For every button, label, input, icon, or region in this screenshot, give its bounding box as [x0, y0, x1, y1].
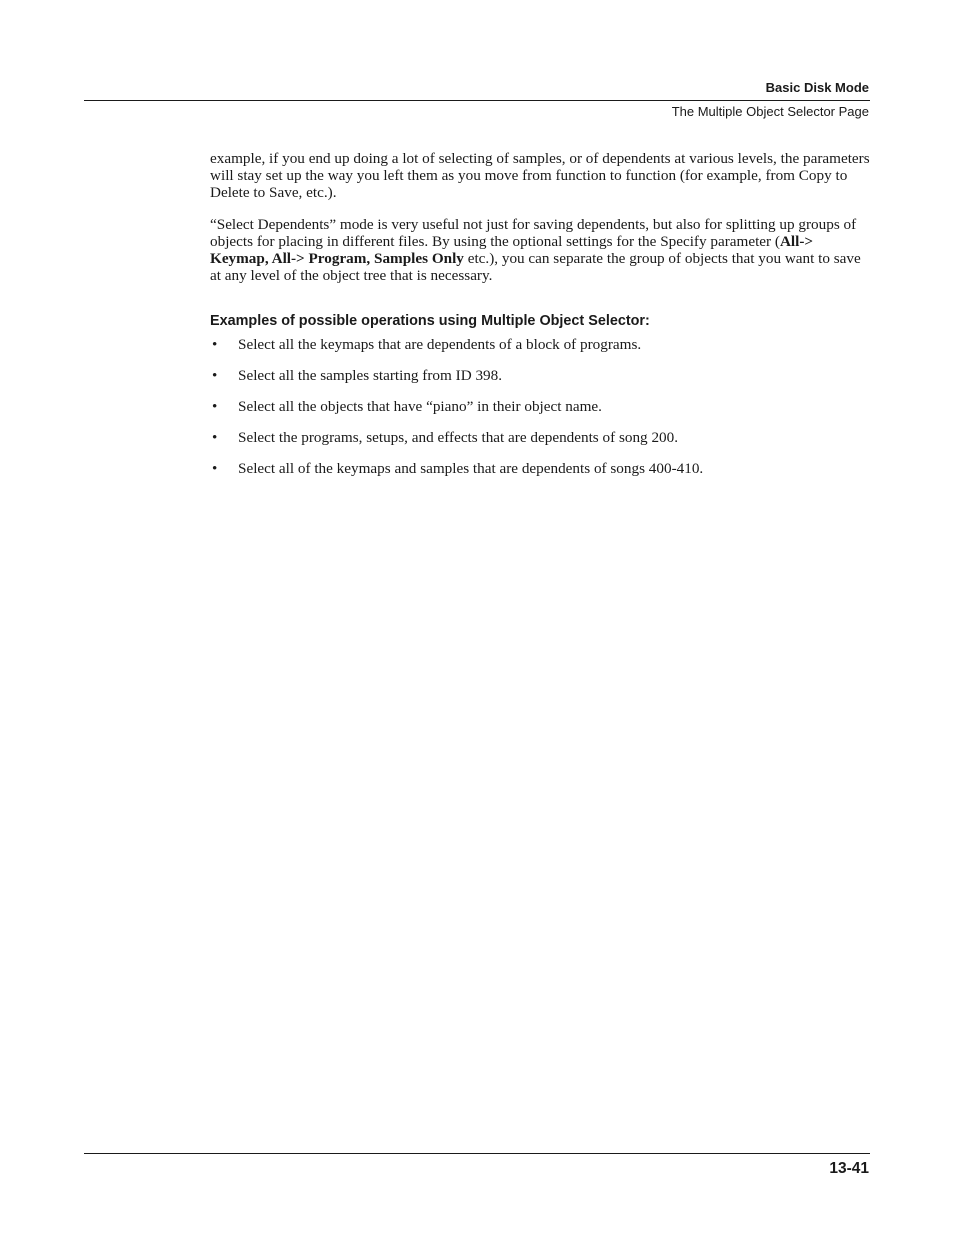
body-paragraph-1: example, if you end up doing a lot of selecting of samples, or of dependents at various levels, the parameters will stay set up the way you left them as you move from function to function (for example, from Copy to Delete to Save, etc.).	[210, 150, 870, 201]
page-number: 13-41	[829, 1160, 869, 1177]
list-item-text: Select the programs, setups, and effects that are dependents of song 200.	[238, 429, 679, 446]
paragraph-2-text-before: “Select Dependents” mode is very useful not just for saving dependents, but also for splitting up groups of objects for placing in different files. By using the optional settings for the Specify parameter (	[210, 216, 857, 250]
list-item-text: Select all the samples starting from ID 398.	[238, 367, 503, 384]
examples-subheading: Examples of possible operations using Multiple Object Selector:	[210, 313, 650, 329]
footer-divider	[84, 1153, 870, 1154]
header-divider	[84, 100, 870, 101]
paragraph-2-bold-settings: All-> Keymap, All-> Program, Samples Only	[210, 233, 814, 267]
paragraph-2-text-after: etc.), you can separate the group of objects that you want to save at any level of the object tree that is necessary.	[210, 250, 861, 284]
body-paragraph-2	[210, 216, 870, 284]
bullet-mark: •	[212, 367, 218, 384]
list-item	[210, 336, 870, 367]
header-section-title: The Multiple Object Selector Page	[671, 104, 869, 119]
header-chapter-title: Basic Disk Mode	[765, 80, 869, 95]
list-item	[210, 460, 870, 491]
bullet-mark: •	[212, 429, 218, 446]
list-item-text: Select all the keymaps that are dependents of a block of programs.	[238, 336, 642, 353]
list-item	[210, 398, 870, 429]
list-item-text: Select all the objects that have “piano” in their object name.	[238, 398, 602, 415]
list-item	[210, 429, 870, 460]
examples-bullet-list	[210, 336, 870, 491]
list-item	[210, 367, 870, 398]
bullet-mark: •	[212, 460, 218, 477]
list-item-text: Select all of the keymaps and samples that are dependents of songs 400-410.	[238, 460, 704, 477]
bullet-mark: •	[212, 398, 218, 415]
bullet-mark: •	[212, 336, 218, 353]
